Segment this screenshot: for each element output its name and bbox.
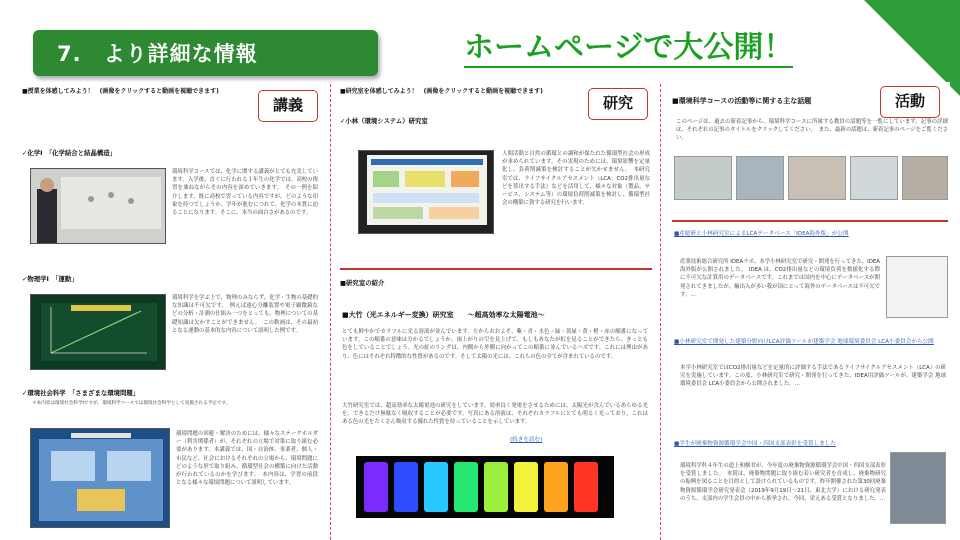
research-header: ■研究室を体感してみよう！ (画像をクリックすると動画を視聴できます) (340, 88, 543, 95)
topic-link-label: ■小林研究室で開発した建築分野向けLCA評価ツールが建築学会 地球環境委員会 LCA小委員会から公開 (674, 339, 934, 345)
column-divider (330, 84, 331, 540)
research-lab2-text: 大竹研究室では、超高効率な太陽電池の研究をしています。効率良く発電をさせるためには、太陽光が含んでいるあらゆる光を、できるだけ無駄なく吸収することが必要です。写真にある溶液は、それぞれカラフルにとても明るく光っており、これはある色の光をたくさん吸収する優れた性質を持っていることを示しています。 (342, 403, 648, 426)
lecture-item-note: ＊本内容は環境社会科学Ⅰですが、環境科学コースでは環境社会科学として実施される予定です。 (32, 401, 231, 406)
activity-header: ■環境科学コースの活動等に関する主な話題 (672, 97, 812, 105)
lecture-item-text: 環境科学コースでは、化学に関する講義がとても充実しています。入学後、直ぐに行われる１年生の化学では、高校の復習を兼ねながらその内容を深めていきます。 その一例を紹介します。既に高校で習っている内容ですが、どのような印象を持つでしょうか。学年が進むにつれて、化学の本質に迫ることになります。そこに、本当の面白さがあるのです。 (172, 169, 318, 217)
activity-topic-link[interactable] (674, 338, 946, 346)
research-lab2-text: とても鮮やかでカラフルに光る溶液が並んでいます。左からおおよそ、紫・青・水色・緑・黄緑・黄・橙・赤の順番になっています。この順番の意味は分かるでしょうか。雨上がりの空を見上げて、もしもあなたが虹を見ることができたら、きっとも色をしていることでしょう。光の虹のリングは、内側から外側に向かってこの順番に並んでいるハズです。これには理由があり、色にはそれぞれ特徴的な性質があるのです。そして太陽の光には、これらの色の全てが含まれているのです。 (342, 329, 648, 360)
research-lab-title: ✓小林（環境システム）研究室 (340, 117, 428, 125)
lecture-video-image (31, 429, 170, 528)
research-panel (336, 82, 654, 540)
solutions-image (356, 456, 614, 518)
column-divider (660, 84, 661, 540)
research-lab2-title: ■大竹（光エネルギー変換）研究室 ～超高効率な太陽電池～ (342, 311, 545, 319)
section-divider (340, 268, 652, 270)
lecture-header: ■授業を体感してみよう！ (画像をクリックすると動画を視聴できます) (22, 88, 219, 95)
headline: ホームページで大公開！ (464, 30, 793, 68)
activity-photo (850, 156, 898, 200)
lecture-item-title: ✓物理学Ⅰ 「運動」 (22, 275, 78, 283)
activity-photo (674, 156, 732, 200)
fluorescent-solutions-photo (356, 456, 614, 518)
topic-link-label: ■学生が廃棄物資源循環学会中国・四国支部表彰を受賞しました (674, 441, 836, 447)
lecture-item-text: 環境科学を学ぶ上で、物理のみならず、化学・生物の基礎的な知識は不可欠です。 例えば遠心分離装置や電子顕微鏡などの分析・計測の仕組み一つをとっても、物理についての基礎知識は欠かすことができません。 この動画は、その最初となる運動の基本的な内容について説明した例です。 (172, 295, 318, 334)
activity-topic-link[interactable] (674, 440, 946, 448)
activity-photo (736, 156, 784, 200)
activity-badge: 活動 (880, 86, 940, 118)
activity-topic-text: 産業技術総合研究所 IDEAラボ、本学小林研究室で研究・開発を行ってきた、IDEA海外版が公開されました。 IDEA は、CO2排出量などの環境負荷を数値化する際に不可欠な計算用のデータベースです。これまでは国内を中心にデータベースが開発されてきましたが、輸出入が多い我が国にとって海外のデータベースは不可欠です。… (680, 259, 880, 298)
read-more-label: (続きを読む) (510, 437, 543, 443)
research-badge: 研究 (588, 88, 648, 120)
lecture-panel (22, 82, 324, 540)
research-intro-header: ■研究室の紹介 (340, 279, 385, 287)
activity-panel (666, 82, 950, 540)
activity-topic-link[interactable] (674, 230, 946, 238)
activity-intro: このページは、過去の新着記事から、環境科学コースに所属する教員の話題等を一覧にしています。記事の詳細は、それぞれの記事のタイトルをクリックしてください。 また、最新の話題は、新着記事のページをご覧ください。 (676, 119, 948, 142)
lecture-item-text: 環境問題の回避・解決のためには、様々なステークホルダー（利害関係者）が、それぞれの立場で対策に取り組む必要があります。本講義では、国・自治体、事業者、個人・市民など、社会におけるそれぞれの立場から、環境問題にどのような形で取り組み、循環型社会の構築に向けた活動が行われているのかを学びます。 本内容は、学習の前段となる様々な環境問題について説明しています。 (176, 431, 318, 487)
lecture-video-thumbnail[interactable] (30, 294, 166, 370)
section-divider (672, 220, 948, 222)
lecture-video-image (31, 169, 166, 244)
activity-photo (788, 156, 846, 200)
topic-link-label: ■産総研と小林研究室によるLCAデータベース「IDEA海外版」が公開 (674, 231, 849, 237)
lecture-item-title: ✓環境社会科学 「さまざまな環境問題」 (22, 389, 140, 397)
lecture-video-image (31, 295, 166, 370)
slide-title: 7. より詳細な情報 (33, 30, 378, 76)
lecture-badge: 講義 (258, 90, 318, 122)
research-video-image (359, 151, 494, 234)
research-lab-text: 人間活動と自然の循環との調和が保たれた循環型社会の形成が求められています。その実現のためには、環境影響を定量化し、負荷削減策を検討することが欠かせません。 本研究室では、ライフサイクルアセスメント（LCA：CO2排出量などを算出する手法）などを活用して、様々な対象（製品、サービス、システム等）の環境負荷削減策を検討し、循環型社会の構築に資する研究を行います。 (502, 151, 650, 207)
read-more-link[interactable] (510, 435, 542, 443)
research-video-thumbnail[interactable] (358, 150, 494, 234)
lecture-video-thumbnail[interactable] (30, 428, 170, 528)
activity-photo (902, 156, 948, 200)
activity-topic-text: 本学小林研究室ではCO2排出量などを定量的に評価する手法であるライフサイクルアセスメント（LCA）の研究を実施しています。この度、小林研究室で研究・開発を行ってきた、IDEA用評価ツールが、建築学会 地球環境委員会 LCA小委員会から公開されました。… (680, 365, 946, 388)
lecture-item-title: ✓化学Ⅰ 「化学結合と結晶構造」 (22, 149, 117, 157)
lecture-video-thumbnail[interactable] (30, 168, 166, 244)
award-photo (890, 452, 946, 524)
activity-topic-text: 環境科学科４年生の道上和樹君が、今年度の廃棄物資源循環学会中国・四国支部表彰を受賞しました。 本賞は、廃棄物問題に取り組む若い研究者を育成し、廃棄物研究の振興を図ることを目的として設けられているものです。昨年開催された第30回廃棄物資源循環学会研究発表会（2019年9月19日～21日、東北大学）における研究発表のうち、支部内の学生会員の中から推挙され、今回、栄えある受賞となりました。… (680, 463, 886, 502)
idea-database-image (886, 256, 948, 318)
